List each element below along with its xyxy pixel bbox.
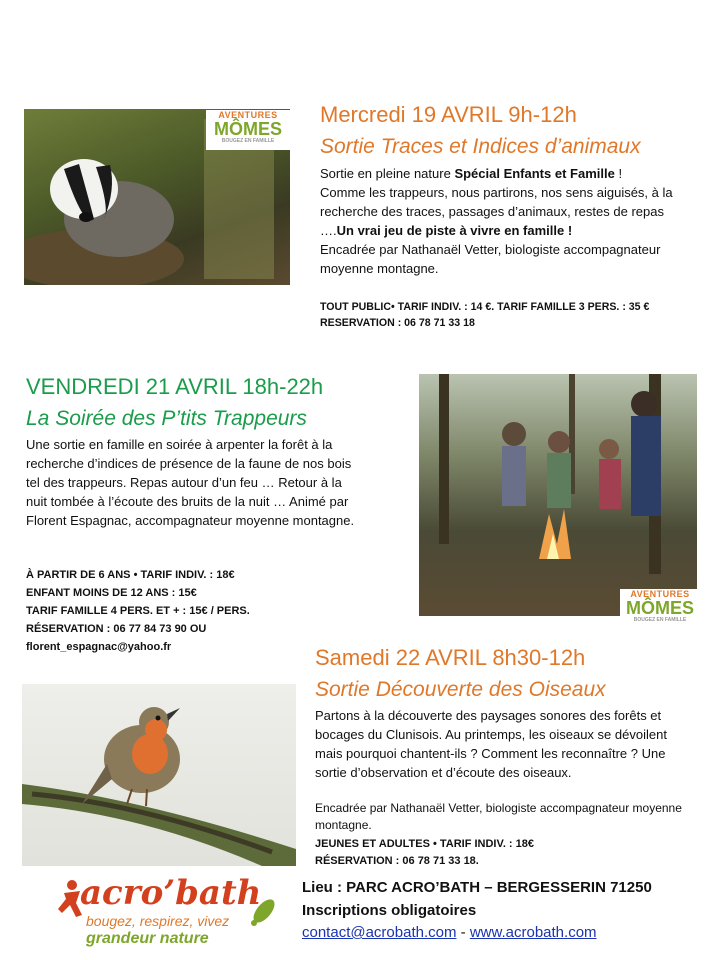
event3-guide: Encadrée par Nathanaël Vetter, biologiste accompagnateur moyenne montagne. xyxy=(315,801,682,832)
acrobath-logo: acro’bath bougez, respirez, vivez grandeur nature xyxy=(56,873,278,951)
event2-subtitle: La Soirée des P’tits Trappeurs xyxy=(26,407,307,430)
event3-title: Samedi 22 AVRIL 8h30-12h xyxy=(315,645,586,670)
leaf-icon xyxy=(246,893,282,929)
aventures-momes-logo: AVENTURES MÔMES BOUGEZ EN FAMILLE xyxy=(206,110,290,150)
event2-description: Une sortie en famille en soirée à arpenter la forêt à la recherche d’indices de présence de la faune de nos bois tel des trappeurs. Repas autour d’un feu … Retour à la nuit tombée à l’écoute des bruits de la nuit … Animé par Florent Espagnac, accompagnateur moyenne montagne. xyxy=(26,437,355,528)
event3-subtitle: Sortie Découverte des Oiseaux xyxy=(315,678,606,701)
footer-location: Lieu : PARC ACRO’BATH – BERGESSERIN 71250 xyxy=(302,879,652,896)
campfire-photo xyxy=(419,374,697,616)
event3-reservation: RÉSERVATION : 06 78 71 33 18. xyxy=(315,855,479,867)
event2-email[interactable]: florent_espagnac@yahoo.fr xyxy=(26,641,172,653)
event2-child-price: ENFANT MOINS DE 12 ANS : 15€ xyxy=(26,587,197,599)
footer-links xyxy=(302,922,597,943)
event3-description: Partons à la découverte des paysages sonores des forêts et bocages du Clunisois. Au printemps, les oiseaux se dévoilent mais pourquoi chantent-ils ? Comment les reconnaître ? Une sortie d’observation et d’écoute des oiseaux. xyxy=(315,708,667,780)
email-link[interactable]: contact@acrobath.com xyxy=(302,924,457,941)
event2-reservation: RÉSERVATION : 06 77 84 73 90 OU xyxy=(26,623,207,635)
event1-title: Mercredi 19 AVRIL 9h-12h xyxy=(320,102,577,127)
event1-price: TOUT PUBLIC• TARIF INDIV. : 14 €. TARIF FAMILLE 3 PERS. : 35 € xyxy=(320,301,650,313)
event1-reservation: RESERVATION : 06 78 71 33 18 xyxy=(320,317,475,329)
website-link[interactable]: www.acrobath.com xyxy=(469,924,597,941)
footer-inscriptions: Inscriptions obligatoires xyxy=(302,902,477,919)
event3-price: JEUNES ET ADULTES • TARIF INDIV. : 18€ xyxy=(315,838,535,850)
event2-family-price: TARIF FAMILLE 4 PERS. ET + : 15€ / PERS. xyxy=(26,605,250,617)
robin-photo xyxy=(22,684,296,866)
event1-subtitle: Sortie Traces et Indices d’animaux xyxy=(320,135,641,158)
aventures-momes-logo: AVENTURES MÔMES BOUGEZ EN FAMILLE xyxy=(620,589,700,629)
link-separator: - xyxy=(456,924,470,941)
event2-age-price: À PARTIR DE 6 ANS • TARIF INDIV. : 18€ xyxy=(26,569,235,581)
event1-description: Sortie en pleine nature Spécial Enfants et Famille ! Comme les trappeurs, nous partirons, nos sens aiguisés, à la recherche des traces, passages d’animaux, restes de repas ….Un vrai jeu de piste à vivre en famille ! Encadrée par Nathanaël Vetter, biologiste accompagnateur moyenne montagne. xyxy=(320,166,673,276)
event2-title: VENDREDI 21 AVRIL 18h-22h xyxy=(26,374,324,399)
